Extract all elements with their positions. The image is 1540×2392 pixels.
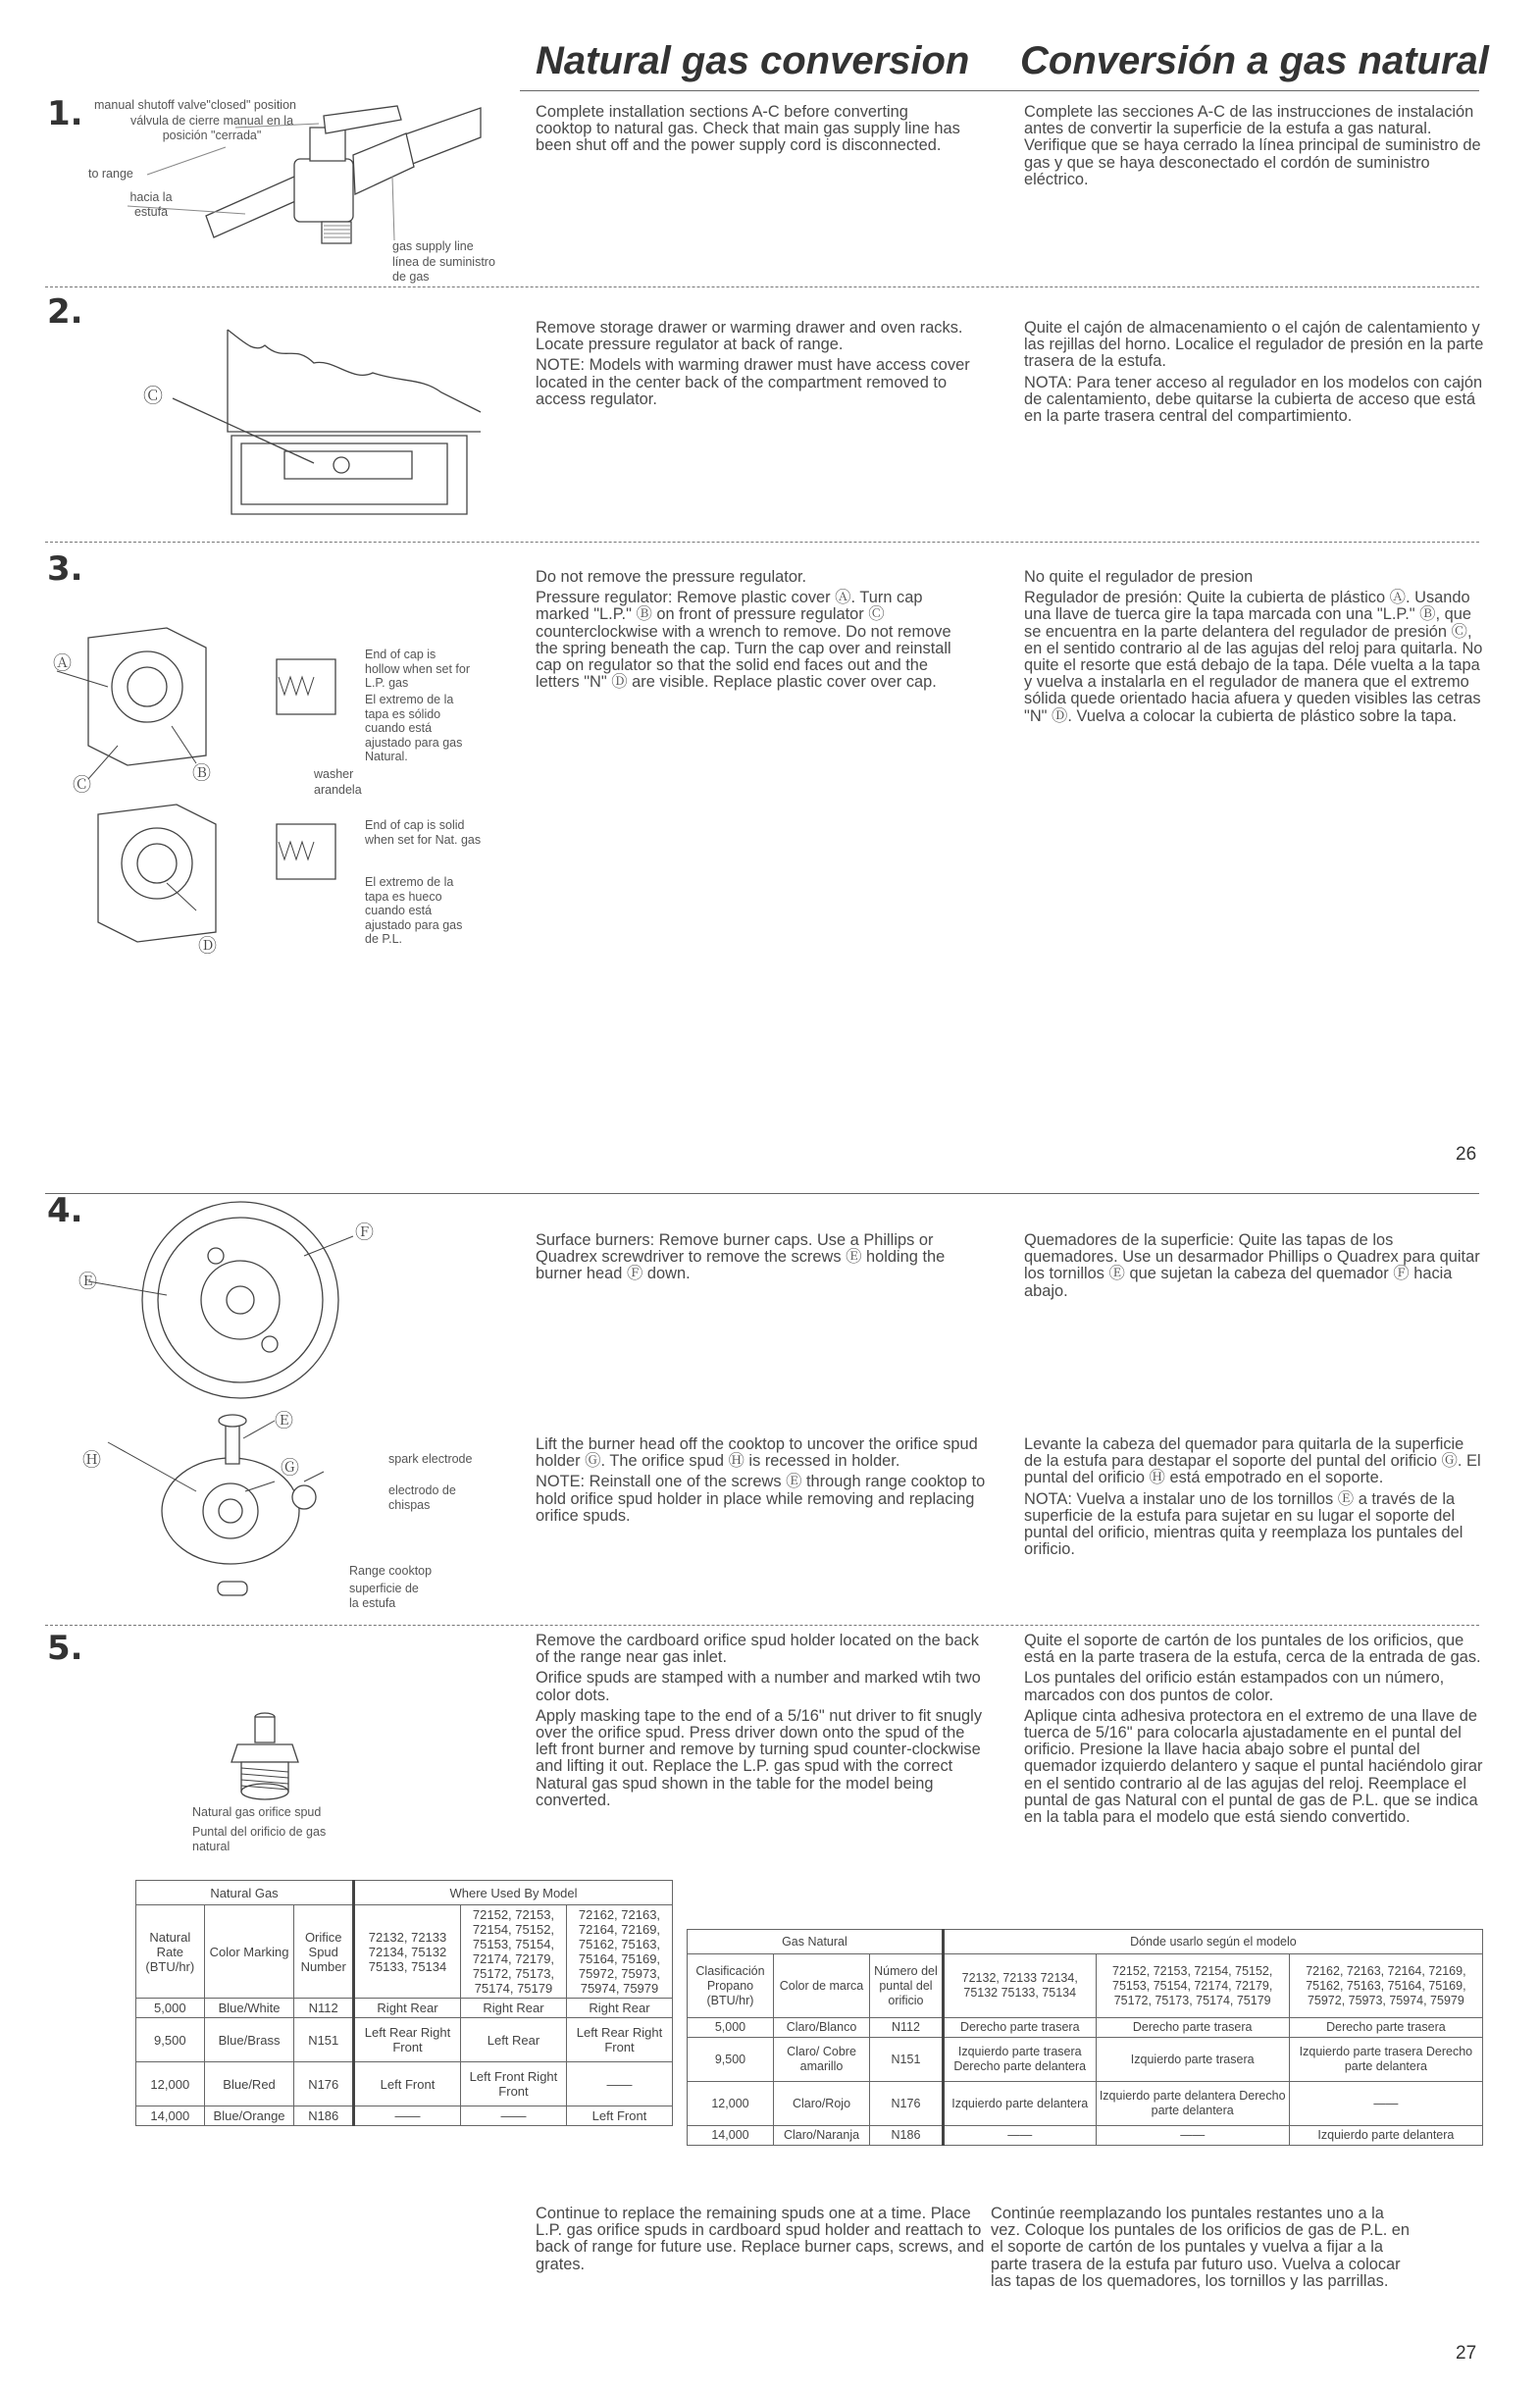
table-cell: ——	[354, 2106, 461, 2126]
callout-spud-es: Puntal del orificio de gas natural	[192, 1825, 327, 1853]
table-cell: N186	[294, 2106, 354, 2126]
paragraph: Surface burners: Remove burner caps. Use a Phillips or Quadrex screwdriver to remove the screws Ⓔ holding the burner head Ⓕ down.	[536, 1231, 946, 1283]
callout-cooktop: Range cooktop	[349, 1564, 433, 1578]
table-cell: Derecho parte trasera	[1096, 2018, 1289, 2038]
paragraph: Continue to replace the remaining spuds one at a time. Place L.P. gas orifice spuds in cardboard spud holder and reattach to back of range for future use. Replace burner caps, screws, and grates.	[536, 2205, 985, 2273]
callout-washer: washer	[314, 767, 354, 781]
table-cell: N176	[870, 2082, 944, 2126]
table-cell: ——	[1096, 2126, 1289, 2146]
gas-valve-illustration	[186, 108, 481, 255]
divider	[45, 1625, 1479, 1626]
table-cell: Izquierdo parte delantera	[943, 2082, 1096, 2126]
paragraph: Continúe reemplazando los puntales restantes uno a la vez. Coloque los puntales de los orificios de gas de P.L. en el soporte de cartón de los puntales y vuelva a fijar a la parte trasera de la estufa par futuro uso. Vuelva a colocar las tapas de los quemadores, los tornillos y las parrillas.	[991, 2205, 1411, 2290]
step-5-text-en	[536, 1633, 987, 1813]
paragraph: Remove the cardboard orifice spud holder located on the back of the range near gas inlet.	[536, 1632, 979, 1667]
burner-illustration	[69, 1197, 402, 1609]
step-5-text-es-c	[991, 2206, 1412, 2294]
paragraph: Los puntales del orificio están estampados con un número, marcados con dos puntos de color.	[1024, 1669, 1445, 1704]
table-cell: Claro/Blanco	[773, 2018, 869, 2038]
page-number: 26	[1456, 1144, 1477, 1165]
title-spanish: Conversión a gas natural	[1020, 39, 1489, 82]
callout-gas-supply-es: línea de suministro de gas	[392, 255, 495, 284]
table-cell: 9,500	[136, 2018, 205, 2062]
callout-letter-g: Ⓖ	[281, 1457, 300, 1479]
orifice-spud-illustration	[216, 1707, 324, 1815]
table-cell: Left Rear Right Front	[566, 2018, 672, 2062]
table-cell: Left Rear	[460, 2018, 566, 2062]
table-cell: Right Rear	[566, 1999, 672, 2018]
table-cell: 12,000	[136, 2062, 205, 2106]
step-5-text-en-c	[536, 2206, 987, 2277]
step-number: 2.	[47, 292, 83, 332]
step-4-text-en	[536, 1232, 987, 1287]
callout-spark-es: electrodo de chispas	[388, 1483, 456, 1512]
callout-letter-h: Ⓗ	[82, 1449, 102, 1471]
divider	[45, 286, 1479, 287]
paragraph: NOTA: Vuelva a instalar uno de los tornillos Ⓔ a través de la superficie de la estufa para sujetar en su lugar el soporte del puntal del orificio, mientras quita y reemplaza los puntales del orificio.	[1024, 1489, 1463, 1559]
callout-spark: spark electrode	[388, 1452, 473, 1466]
step-5-text-es	[1024, 1633, 1491, 1830]
callout-gas-supply: gas supply line	[392, 239, 474, 253]
callout-valve: manual shutoff valve"closed" position	[94, 98, 296, 112]
table-cell: Left Front Right Front	[460, 2062, 566, 2106]
table-cell: Claro/ Cobre amarillo	[773, 2038, 869, 2082]
callout-letter-e: Ⓔ	[275, 1410, 294, 1431]
paragraph: Complete installation sections A-C before converting cooktop to natural gas. Check that main gas supply line has been shut off and the power supply cord is disconnected.	[536, 103, 960, 155]
table-cell: Blue/Red	[204, 2062, 294, 2106]
table-header-cell: Clasificación Propano (BTU/hr)	[688, 1954, 774, 2018]
table-group-header: Where Used By Model	[354, 1881, 673, 1905]
table-cell: 12,000	[688, 2082, 774, 2126]
paragraph: No quite el regulador de presion	[1024, 568, 1254, 586]
paragraph: Aplique cinta adhesiva protectora en el extremo de una llave de tuerca de 5/16" para colocarla ajustadamente en el puntal del orificio. Presione la llave hacia abajo sobre el puntal del quemador izquierdo delantero y saque el puntal haciéndolo girar en el sentido contrario al de las agujas del reloj. Reemplace el puntal de gas Natural con el puntal de gas de P.L. que se indica en la tabla para el modelo que está siendo convertido.	[1024, 1706, 1483, 1827]
table-cell: Left Rear Right Front	[354, 2018, 461, 2062]
step-3-text-en	[536, 569, 967, 695]
table-cell: N176	[294, 2062, 354, 2106]
table-cell: Izquierdo parte delantera Derecho parte delantera	[1096, 2082, 1289, 2126]
paragraph: Regulador de presión: Quite la cubierta de plástico Ⓐ. Usando una llave de tuerca gire la tapa marcada con una "L.P." Ⓑ, que se encuentra en la parte delantera del regulador de presión Ⓒ, en el sentido contrario al de las agujas del reloj para quitarla. No quite el resorte que está debajo de la tapa. Déle vuelta a la tapa y vuelva a instalarla en el regulador de manera que el extremo sólida quede orientado hacia afuera y queden visibles las cetras "N" Ⓓ. Vuelva a colocar la cubierta de plástico sobre la tapa.	[1024, 589, 1483, 725]
paragraph: Quite el soporte de cartón de los puntales de los orificios, que está en la parte trasera de la estufa, cerca de la entrada de gas.	[1024, 1632, 1481, 1667]
table-cell: Right Rear	[460, 1999, 566, 2018]
step-1-text-en	[536, 104, 967, 159]
page-number: 27	[1456, 2343, 1477, 2364]
paragraph: Remove storage drawer or warming drawer and oven racks. Locate pressure regulator at back of range.	[536, 319, 963, 354]
orifice-table-spanish	[687, 1929, 1483, 2146]
table-cell: Right Rear	[354, 1999, 461, 2018]
table-header-cell: 72152, 72153, 72154, 75152, 75153, 75154, 72174, 72179, 75172, 75173, 75174, 75179	[1096, 1954, 1289, 2018]
table-row	[136, 2062, 673, 2106]
paragraph: Apply masking tape to the end of a 5/16" nut driver to fit snugly over the orifice spud. Press driver down onto the spud of the left front burner and remove by turning spud counter-clockwise and lifting it out. Replace the L.P. gas spud with the correct Natural gas spud shown in the table for the model being converted.	[536, 1706, 983, 1809]
table-group-header: Gas Natural	[688, 1930, 944, 1954]
pressure-regulator-illustration	[49, 618, 353, 962]
step-number: 4.	[47, 1191, 83, 1230]
paragraph: Orifice spuds are stamped with a number and marked wtih two color dots.	[536, 1669, 981, 1704]
table-row	[688, 1954, 1483, 2018]
header-rule	[520, 90, 1479, 91]
callout-spud: Natural gas orifice spud	[192, 1805, 322, 1819]
table-row	[136, 1905, 673, 1999]
table-row	[136, 2106, 673, 2126]
table-header-cell: 72152, 72153, 72154, 75152, 75153, 75154, 72174, 72179, 75172, 75173, 75174, 75179	[460, 1905, 566, 1999]
table-cell: Claro/Rojo	[773, 2082, 869, 2126]
table-row	[136, 2018, 673, 2062]
divider	[45, 542, 1479, 543]
table-cell: N151	[870, 2038, 944, 2082]
table-cell: Izquierdo parte delantera	[1289, 2126, 1482, 2146]
table-cell: ——	[943, 2126, 1096, 2146]
table-cell: Izquierdo parte trasera Derecho parte delantera	[943, 2038, 1096, 2082]
table-cell: ——	[1289, 2082, 1482, 2126]
table-cell: Derecho parte trasera	[943, 2018, 1096, 2038]
paragraph: NOTE: Models with warming drawer must have access cover located in the center back of the compartment removed to access regulator.	[536, 356, 970, 408]
table-cell: Left Front	[354, 2062, 461, 2106]
callout-letter-f: Ⓕ	[355, 1222, 375, 1243]
table-cell: N186	[870, 2126, 944, 2146]
table-row	[688, 2126, 1483, 2146]
step-4-text-es-b	[1024, 1436, 1485, 1562]
callout-washer-es: arandela	[314, 783, 362, 797]
step-2-text-en	[536, 320, 987, 412]
step-2-text-es	[1024, 320, 1485, 429]
step-number: 3.	[47, 549, 83, 589]
table-row	[688, 2038, 1483, 2082]
table-group-header: Dónde usarlo según el modelo	[943, 1930, 1482, 1954]
step-3-text-es	[1024, 569, 1485, 729]
table-cell: Izquierdo parte trasera Derecho parte delantera	[1289, 2038, 1482, 2082]
table-row	[688, 2018, 1483, 2038]
step-number: 1.	[47, 94, 83, 133]
title-english: Natural gas conversion	[536, 39, 970, 82]
table-header-cell: Natural Rate (BTU/hr)	[136, 1905, 205, 1999]
table-cell: ——	[566, 2062, 672, 2106]
paragraph: NOTA: Para tener acceso al regulador en los modelos con cajón de calentamiento, debe quitarse la cubierta de acceso que está en la parte trasera central del compartimiento.	[1024, 373, 1483, 426]
paragraph: Lift the burner head off the cooktop to uncover the orifice spud holder Ⓖ. The orifice spud Ⓗ is recessed in holder.	[536, 1435, 978, 1471]
step-1-text-es	[1024, 104, 1485, 192]
step-number: 5.	[47, 1629, 83, 1668]
table-cell: N151	[294, 2018, 354, 2062]
drawer-regulator-illustration	[143, 324, 481, 520]
table-cell: 5,000	[136, 1999, 205, 2018]
step-4-text-es	[1024, 1232, 1485, 1304]
table-cell: Izquierdo parte trasera	[1096, 2038, 1289, 2082]
table-cell: ——	[460, 2106, 566, 2126]
step-4-text-en-b	[536, 1436, 987, 1529]
table-header-cell: Color de marca	[773, 1954, 869, 2018]
table-row	[136, 1881, 673, 1905]
table-header-cell: Color Marking	[204, 1905, 294, 1999]
callout-to-range-es: hacia la estufa	[129, 190, 173, 219]
table-row	[688, 1930, 1483, 1954]
table-cell: 14,000	[136, 2106, 205, 2126]
table-cell: N112	[294, 1999, 354, 2018]
table-cell: Left Front	[566, 2106, 672, 2126]
table-row	[688, 2082, 1483, 2126]
table-cell: 14,000	[688, 2126, 774, 2146]
paragraph: Quite el cajón de almacenamiento o el cajón de calentamiento y las rejillas del horno. Localice el regulador de presión en la parte trasera de la estufa.	[1024, 319, 1484, 371]
callout-hollow: End of cap is hollow when set for L.P. gas	[365, 648, 471, 690]
callout-letter-e: Ⓔ	[78, 1271, 98, 1292]
table-cell: 5,000	[688, 2018, 774, 2038]
callout-letter-c: Ⓒ	[73, 774, 92, 796]
table-group-header: Natural Gas	[136, 1881, 354, 1905]
table-cell: 9,500	[688, 2038, 774, 2082]
callout-letter-b: Ⓑ	[192, 762, 212, 784]
callout-valve-es: válvula de cierre manual en la posición "cerrada"	[129, 114, 294, 142]
table-cell: N112	[870, 2018, 944, 2038]
callout-cooktop-es: superficie de la estufa	[349, 1582, 419, 1610]
paragraph: Complete las secciones A-C de las instrucciones de instalación antes de convertir la superficie de la estufa a gas natural. Verifique que se haya cerrado la línea principal de suministro de gas y que se haya desconectado el cordón de suministro eléctrico.	[1024, 103, 1481, 188]
paragraph: Levante la cabeza del quemador para quitarla de la superficie de la estufa para destapar el soporte del puntal del orificio Ⓖ. El puntal del orificio Ⓗ está empotrado en el soporte.	[1024, 1435, 1481, 1487]
table-header-cell: 72162, 72163, 72164, 72169, 75162, 75163, 75164, 75169, 75972, 75973, 75974, 75979	[566, 1905, 672, 1999]
table-cell: Blue/Orange	[204, 2106, 294, 2126]
paragraph: Quemadores de la superficie: Quite las tapas de los quemadores. Use un desarmador Phillips o Quadrex para quitar los tornillos Ⓔ que sujetan la cabeza del quemador Ⓕ hacia abajo.	[1024, 1231, 1480, 1300]
table-header-cell: 72162, 72163, 72164, 72169, 75162, 75163, 75164, 75169, 75972, 75973, 75974, 75979	[1289, 1954, 1482, 2018]
paragraph: Pressure regulator: Remove plastic cover Ⓐ. Turn cap marked "L.P." Ⓑ on front of pressure regulator Ⓒ counterclockwise with a wrench to remove. Do not remove the spring beneath the cap. Turn the cap over and reinstall cap on regulator so that the solid end faces out and the letters "N" Ⓓ are visible. Replace plastic cover over cap.	[536, 589, 951, 692]
table-cell: Blue/White	[204, 1999, 294, 2018]
callout-to-range: to range	[88, 167, 133, 181]
paragraph: NOTE: Reinstall one of the screws Ⓔ through range cooktop to hold orifice spud holder in place while removing and replacing orifice spuds.	[536, 1473, 986, 1525]
table-header-cell: Orifice Spud Number	[294, 1905, 354, 1999]
table-row	[136, 1999, 673, 2018]
table-cell: Blue/Brass	[204, 2018, 294, 2062]
callout-letter-a: Ⓐ	[53, 652, 73, 674]
callout-hollow-es: El extremo de la tapa es sólido cuando está ajustado para gas Natural.	[365, 693, 463, 763]
page-break-rule	[45, 1193, 1479, 1194]
callout-solid-es: El extremo de la tapa es hueco cuando está ajustado para gas de P.L.	[365, 875, 463, 946]
callout-letter-d: Ⓓ	[198, 935, 218, 957]
callout-letter: Ⓒ	[143, 384, 163, 407]
table-cell: Derecho parte trasera	[1289, 2018, 1482, 2038]
orifice-table-english	[135, 1880, 673, 2126]
table-header-cell: 72132, 72133 72134, 75132 75133, 75134	[943, 1954, 1096, 2018]
table-header-cell: 72132, 72133 72134, 75132 75133, 75134	[354, 1905, 461, 1999]
callout-solid: End of cap is solid when set for Nat. gas	[365, 818, 482, 847]
table-cell: Claro/Naranja	[773, 2126, 869, 2146]
table-header-cell: Número del puntal del orificio	[870, 1954, 944, 2018]
paragraph: Do not remove the pressure regulator.	[536, 568, 807, 586]
